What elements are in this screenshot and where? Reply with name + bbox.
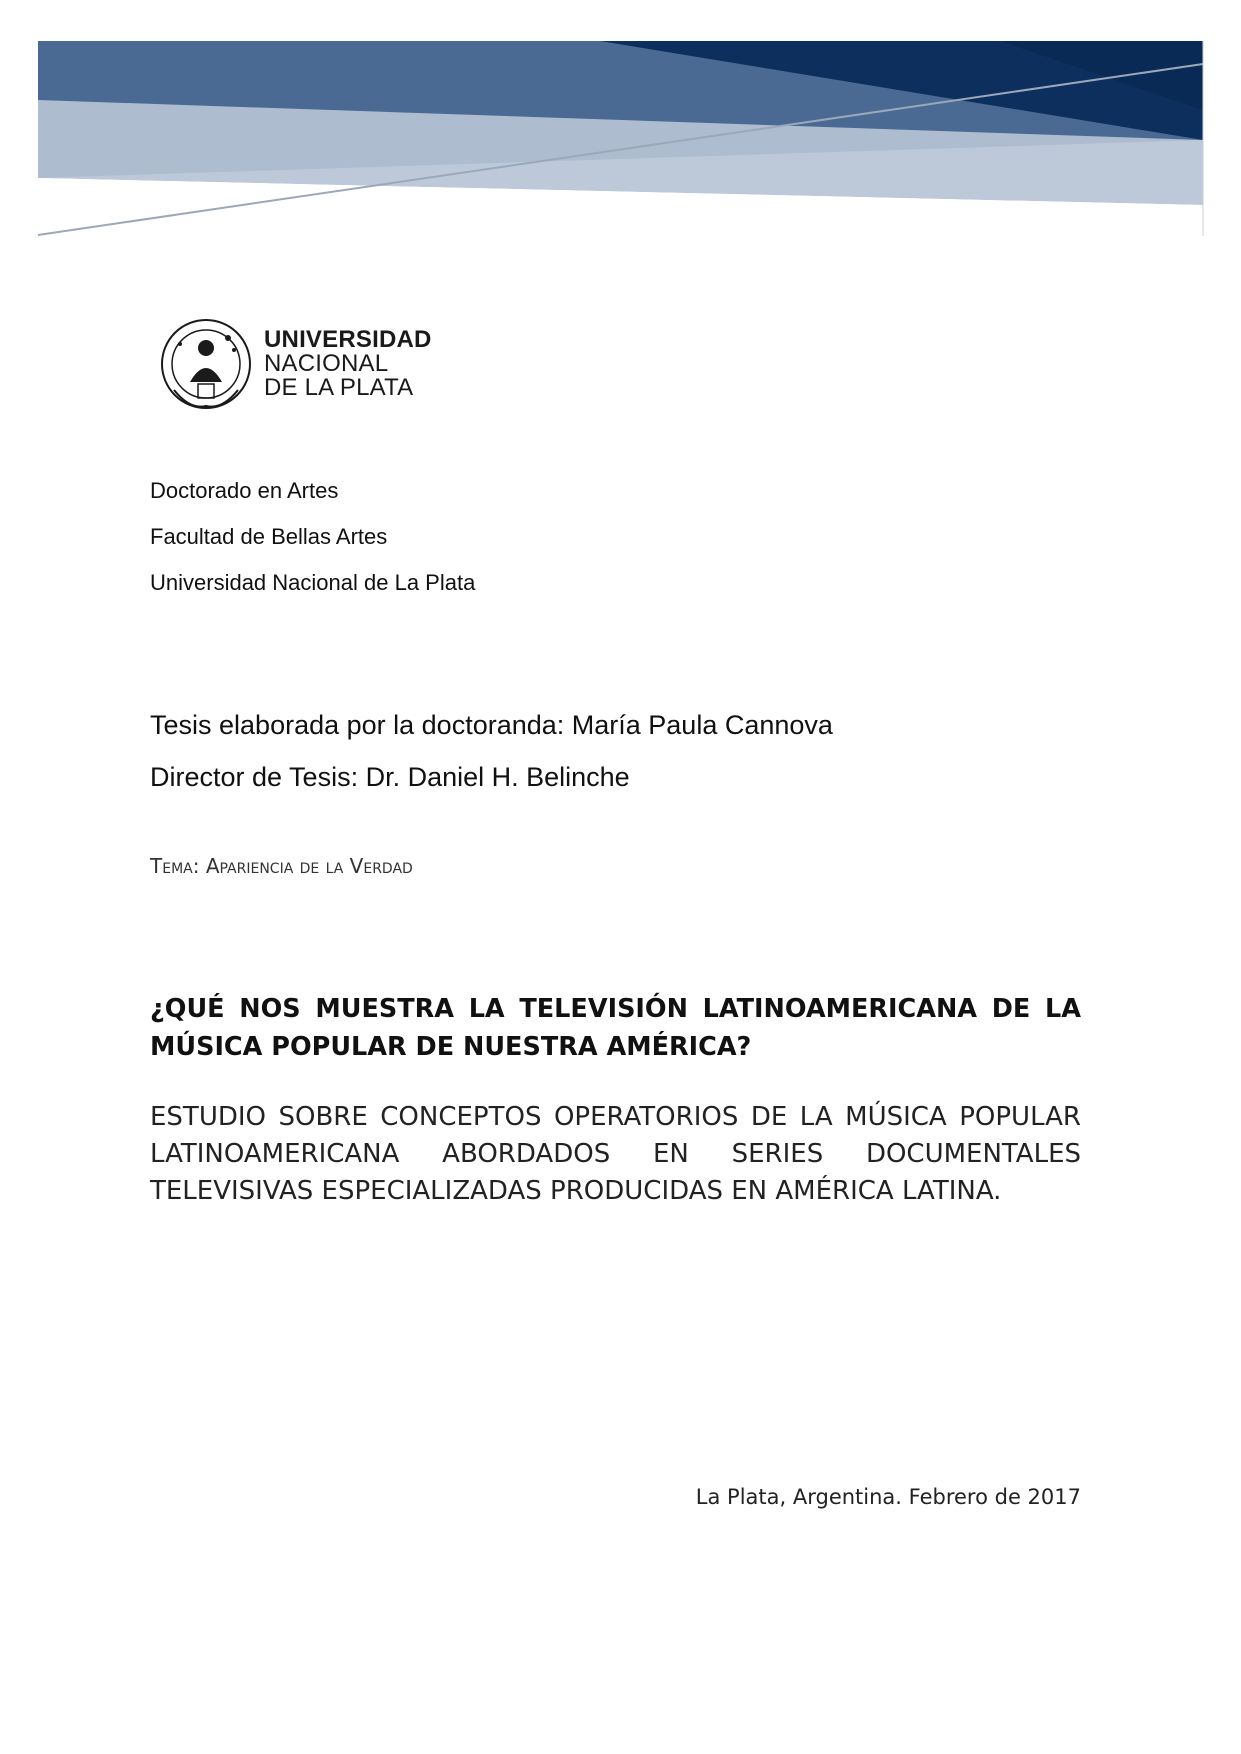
- header-banner: [0, 0, 1241, 260]
- thesis-subtitle: ESTUDIO SOBRE CONCEPTOS OPERATORIOS DE LA MÚSICA POPULAR LATINOAMERICANA ABORDADOS EN SERIES DOCUMENTALES TELEVISIVAS ESPECIALIZADAS PRODUCIDAS EN AMÉRICA LATINA.: [150, 1102, 1081, 1206]
- program-name: Doctorado en Artes: [150, 478, 339, 503]
- university-logo: [160, 310, 432, 430]
- authorship-block: [150, 699, 833, 803]
- university-wordmark: [264, 328, 432, 400]
- place-date: La Plata, Argentina. Febrero de 2017: [695, 1485, 1081, 1509]
- institution-block: [150, 468, 475, 606]
- faculty-name: Facultad de Bellas Artes: [150, 524, 388, 549]
- wordmark-line2: NACIONAL: [264, 350, 389, 377]
- university-seal-icon: [160, 310, 252, 424]
- director-line: Director de Tesis: Dr. Daniel H. Belinche: [150, 762, 630, 792]
- university-name: Universidad Nacional de La Plata: [150, 570, 476, 595]
- wordmark-line3: DE LA PLATA: [264, 374, 414, 401]
- thesis-topic: Tema: Apariencia de la Verdad: [150, 854, 413, 878]
- wordmark-line1: UNIVERSIDAD: [264, 326, 432, 353]
- thesis-title: ¿QUÉ NOS MUESTRA LA TELEVISIÓN LATINOAMERICANA DE LA MÚSICA POPULAR DE NUESTRA AMÉRICA?: [150, 994, 1081, 1062]
- author-line: Tesis elaborada por la doctoranda: María Paula Cannova: [150, 710, 833, 740]
